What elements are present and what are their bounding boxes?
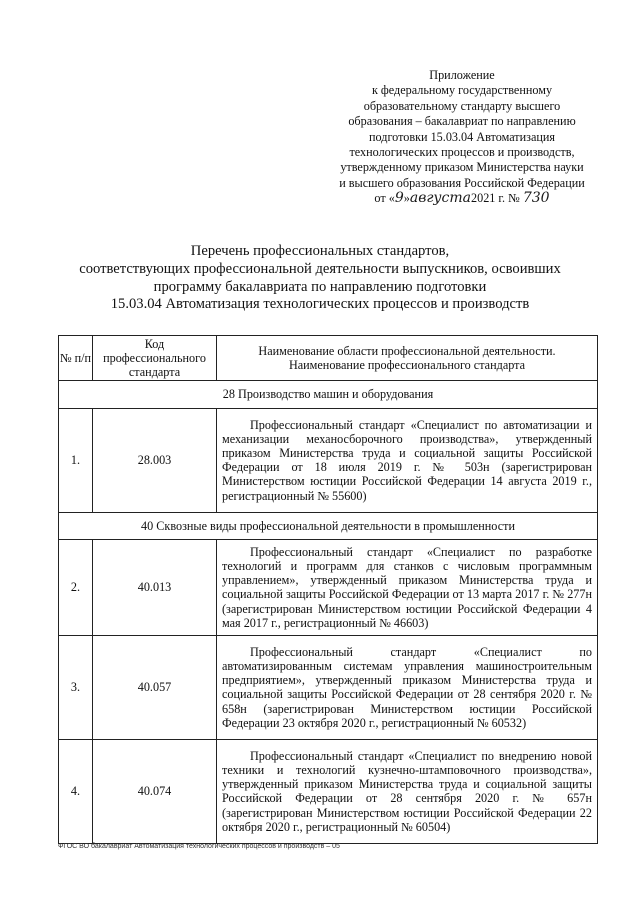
order-month-handwritten: августа [409,190,471,207]
title-line: 15.03.04 Автоматизация технологических процессов и производств [110,296,530,313]
appendix-line: утвержденному приказом Министерства науки [340,160,584,175]
group-title: 28 Производство машин и оборудования [59,381,598,408]
group-row [59,512,598,539]
appendix-line: образовательному стандарту высшего [363,98,561,113]
row-code: 28.003 [93,408,217,512]
row-num: 3. [59,635,93,739]
order-day-handwritten: 9 [394,190,404,207]
order-number-handwritten: 730 [522,190,550,207]
row-code: 40.074 [93,739,217,843]
title-line: программу бакалавриата по направлению подготовки [153,278,487,295]
appendix-line: образования – бакалавриат по направлению [348,114,576,129]
appendix-line: подготовки 15.03.04 Автоматизация [368,129,556,144]
table-row [59,635,598,739]
title-line: соответствующих профессиональной деятельности выпускников, освоивших [79,260,561,277]
row-num: 1. [59,408,93,512]
header-code: Код профессионального стандарта [93,336,217,381]
appendix-line: Приложение [429,68,495,82]
table-row [59,539,598,635]
appendix-block [312,68,612,207]
row-name-cell [217,408,598,512]
row-name: Профессиональный стандарт «Специалист по автоматизированным системам управления машиностроительным предприятием», утвержденный приказом Министерства труда и социальной защиты Российской Федерации от 28 сентября 2020 г. № 658н (зарегистрирован Министерством юстиции Российской Федерации 23 октября 2020 г., регистрационный № 60532) [222,644,592,730]
row-code: 40.013 [93,539,217,635]
title-line: Перечень профессиональных стандартов, [190,243,450,259]
appendix-line: и высшего образования Российской Федерации [339,175,585,190]
appendix-line: к федеральному государственному [371,83,553,98]
order-from-prefix: от « [374,191,395,206]
page-footer: ФГОС ВО бакалавриат Автоматизация технологических процессов и производств – 05 [58,843,340,850]
order-year: 2021 г. № [471,191,520,206]
row-name: Профессиональный стандарт «Специалист по разработке технологий и программ для станков с числовым программным управлением», утвержденный приказом Министерства труда и социальной защиты Российской Федерации от 13 марта 2017 г. № 277н (зарегистрирован Министерством юстиции Российской Федерации 4 мая 2017 г., регистрационный № 46603) [222,544,592,630]
header-num: № п/п [59,336,93,381]
row-name: Профессиональный стандарт «Специалист по автоматизации и механизации механосборочного производства», утвержденный приказом Министерства труда и социальной защиты Российской Федерации от 18 июля 2019 г. № 503н (зарегистрирован Министерством юстиции Российской Федерации 14 августа 2019 г., регистрационный № 55600) [222,417,592,503]
header-name: Наименование области профессиональной деятельности. Наименование профессионального стандарта [217,336,598,381]
order-mid: » [403,191,410,206]
document-title [60,243,580,314]
standards-table [58,335,598,844]
order-line [312,191,612,206]
appendix-line: технологических процессов и производств, [349,145,575,160]
row-name-cell [217,635,598,739]
row-num: 4. [59,739,93,843]
group-row [59,381,598,408]
table-row [59,739,598,843]
table-header-row [59,336,598,381]
row-name: Профессиональный стандарт «Специалист по внедрению новой техники и технологий кузнечно-штамповочного производства», утвержденный приказом Министерства труда и социальной защиты Российской Федерации от 28 сентября 2020 г. № 657н (зарегистрирован Министерством юстиции Российской Федерации 22 октября 2020 г., регистрационный № 60504) [222,748,592,834]
group-title: 40 Сквозные виды профессиональной деятельности в промышленности [59,512,598,539]
row-name-cell [217,539,598,635]
row-name-cell [217,739,598,843]
table-row [59,408,598,512]
row-num: 2. [59,539,93,635]
row-code: 40.057 [93,635,217,739]
